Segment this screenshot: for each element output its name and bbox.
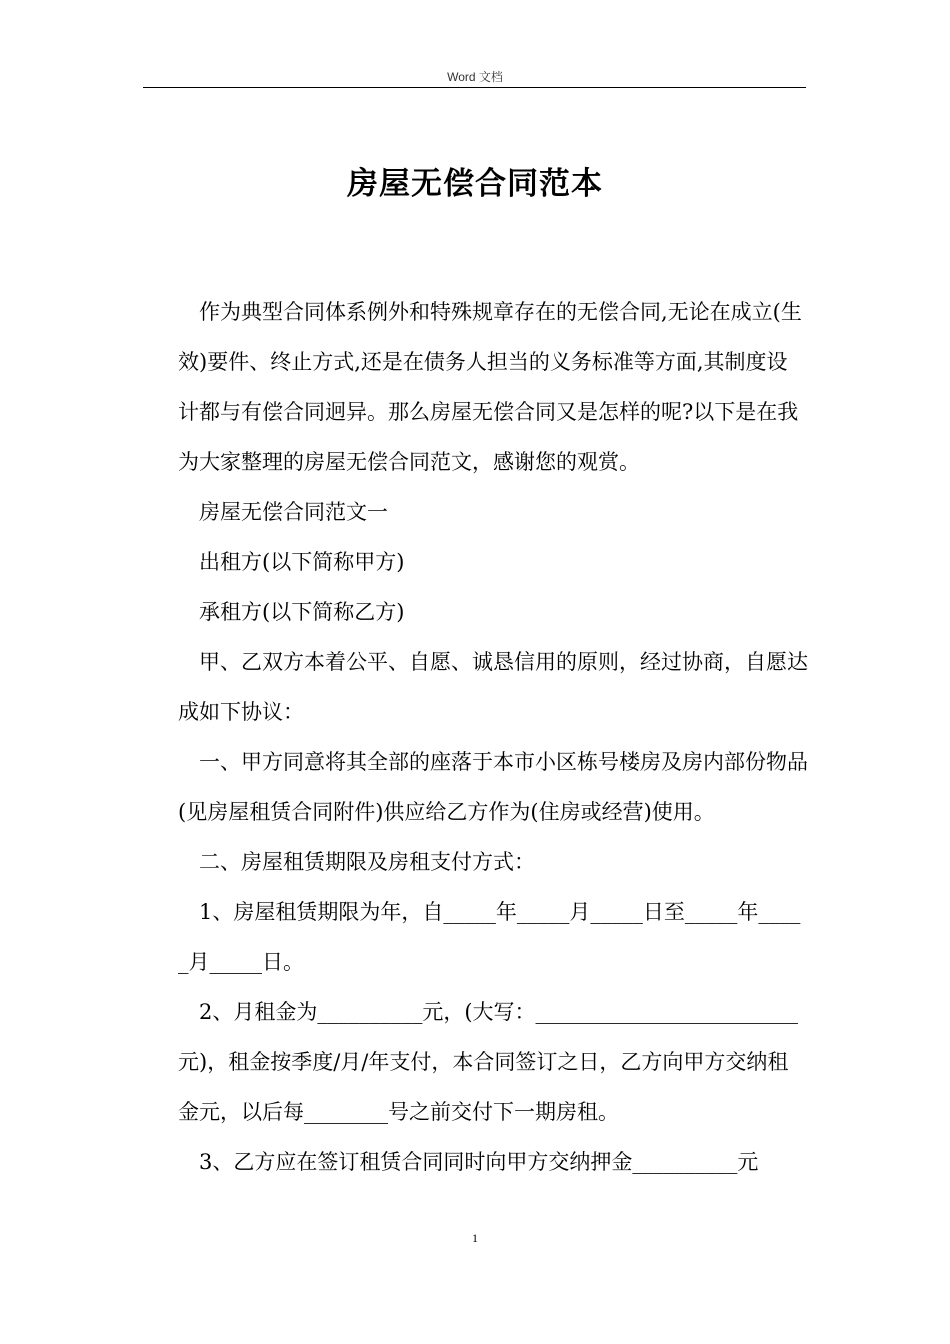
paragraph-term: 1、房屋租赁期限为年，自_____年_____月_____日至_____年_____月_____日。 (178, 900, 801, 974)
paragraph-clause-1: 一、甲方同意将其全部的座落于本市小区栋号楼房及房内部份物品(见房屋租赁合同附件)供应给乙方作为(住房或经营)使用。 (178, 750, 808, 824)
page-number: 1 (472, 1231, 478, 1245)
document-title: 房屋无偿合同范本 (347, 166, 603, 202)
header-divider (143, 87, 806, 88)
paragraph-agreement: 甲、乙双方本着公平、自愿、诚恳信用的原则，经过协商，自愿达成如下协议： (178, 650, 808, 724)
paragraph-lessor: 出租方(以下简称甲方) (199, 550, 405, 574)
document-body (178, 287, 808, 1187)
paragraph-sample-heading: 房屋无偿合同范文一 (199, 500, 388, 524)
paragraph-intro: 作为典型合同体系例外和特殊规章存在的无偿合同,无论在成立(生效)要件、终止方式,还是在债务人担当的义务标准等方面,其制度设计都与有偿合同迥异。那么房屋无偿合同又是怎样的呢?以下是在我为大家整理的房屋无偿合同范文，感谢您的观赏。 (178, 300, 802, 474)
paragraph-deposit: 3、乙方应在签订租赁合同同时向甲方交纳押金__________元 (199, 1150, 759, 1174)
paragraph-lessee: 承租方(以下简称乙方) (199, 600, 405, 624)
header-label: Word 文档 (447, 70, 503, 84)
paragraph-clause-2: 二、房屋租赁期限及房租支付方式： (199, 850, 535, 874)
paragraph-rent: 2、月租金为__________元，(大写：_________________________元)，租金按季度/月/年支付，本合同签订之日，乙方向甲方交纳租金元，以后每________号之前交付下一期房租。 (178, 1000, 799, 1124)
